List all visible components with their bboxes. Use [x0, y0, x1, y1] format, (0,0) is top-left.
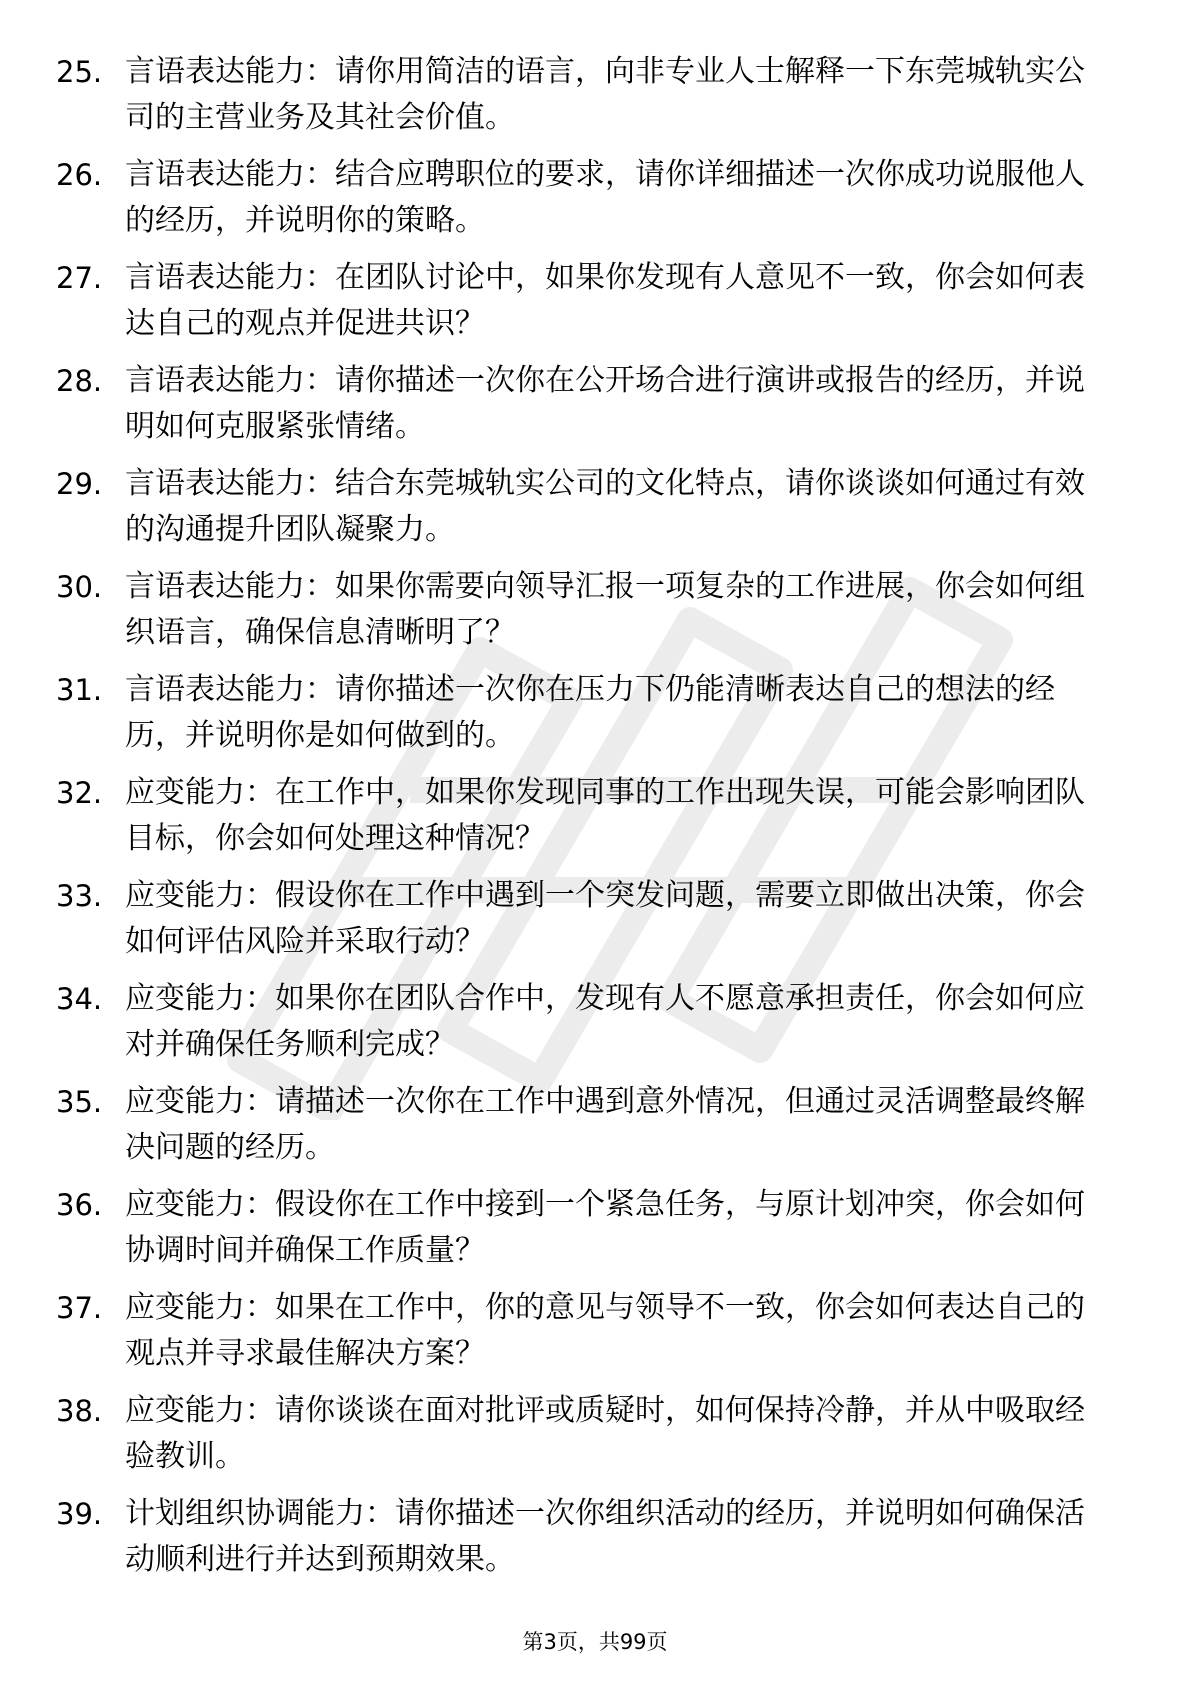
question-text: 言语表达能力：如果你需要向领导汇报一项复杂的工作进展，你会如何组织语言，确保信息清晰明了？	[125, 569, 1085, 650]
question-list	[0, 49, 1190, 1594]
question-text: 应变能力：请你谈谈在面对批评或质疑时，如何保持冷静，并从中吸取经验教训。	[125, 1393, 1085, 1474]
list-item	[0, 461, 1190, 564]
question-number: 27.	[56, 261, 103, 295]
question-number: 37.	[56, 1291, 103, 1325]
question-text: 言语表达能力：结合应聘职位的要求，请你详细描述一次你成功说服他人的经历，并说明你的策略。	[125, 157, 1085, 238]
question-text: 言语表达能力：结合东莞城轨实公司的文化特点，请你谈谈如何通过有效的沟通提升团队凝聚力。	[125, 466, 1085, 547]
question-text: 言语表达能力：请你用简洁的语言，向非专业人士解释一下东莞城轨实公司的主营业务及其社会价值。	[125, 54, 1085, 135]
list-item	[0, 1285, 1190, 1388]
question-number: 33.	[56, 879, 103, 913]
question-number: 35.	[56, 1085, 103, 1119]
list-item	[0, 49, 1190, 152]
question-text: 应变能力：假设你在工作中遇到一个突发问题，需要立即做出决策，你会如何评估风险并采取行动？	[125, 878, 1085, 959]
question-number: 26.	[56, 158, 103, 192]
question-text: 应变能力：在工作中，如果你发现同事的工作出现失误，可能会影响团队目标，你会如何处理这种情况？	[125, 775, 1085, 856]
question-number: 36.	[56, 1188, 103, 1222]
question-number: 29.	[56, 467, 103, 501]
question-text: 应变能力：请描述一次你在工作中遇到意外情况，但通过灵活调整最终解决问题的经历。	[125, 1084, 1085, 1165]
question-text: 言语表达能力：请你描述一次你在公开场合进行演讲或报告的经历，并说明如何克服紧张情绪。	[125, 363, 1085, 444]
list-item	[0, 1491, 1190, 1594]
question-number: 31.	[56, 673, 103, 707]
list-item	[0, 1182, 1190, 1285]
list-item	[0, 358, 1190, 461]
question-text: 应变能力：如果在工作中，你的意见与领导不一致，你会如何表达自己的观点并寻求最佳解决方案？	[125, 1290, 1085, 1371]
list-item	[0, 770, 1190, 873]
list-item	[0, 1079, 1190, 1182]
list-item	[0, 255, 1190, 358]
question-text: 应变能力：假设你在工作中接到一个紧急任务，与原计划冲突，你会如何协调时间并确保工作质量？	[125, 1187, 1085, 1268]
question-text: 应变能力：如果你在团队合作中，发现有人不愿意承担责任，你会如何应对并确保任务顺利完成？	[125, 981, 1085, 1062]
question-text: 言语表达能力：在团队讨论中，如果你发现有人意见不一致，你会如何表达自己的观点并促进共识？	[125, 260, 1085, 341]
question-number: 28.	[56, 364, 103, 398]
page-footer	[0, 1628, 1190, 1656]
question-number: 38.	[56, 1394, 103, 1428]
question-number: 34.	[56, 982, 103, 1016]
list-item	[0, 976, 1190, 1079]
question-text: 言语表达能力：请你描述一次你在压力下仍能清晰表达自己的想法的经历，并说明你是如何做到的。	[125, 672, 1055, 753]
list-item	[0, 667, 1190, 770]
question-number: 30.	[56, 570, 103, 604]
question-text: 计划组织协调能力：请你描述一次你组织活动的经历，并说明如何确保活动顺利进行并达到预期效果。	[125, 1496, 1085, 1577]
question-number: 32.	[56, 776, 103, 810]
page-number-label: 第3页，共99页	[522, 1630, 668, 1654]
question-number: 25.	[56, 55, 103, 89]
question-number: 39.	[56, 1497, 103, 1531]
list-item	[0, 152, 1190, 255]
list-item	[0, 564, 1190, 667]
list-item	[0, 873, 1190, 976]
list-item	[0, 1388, 1190, 1491]
